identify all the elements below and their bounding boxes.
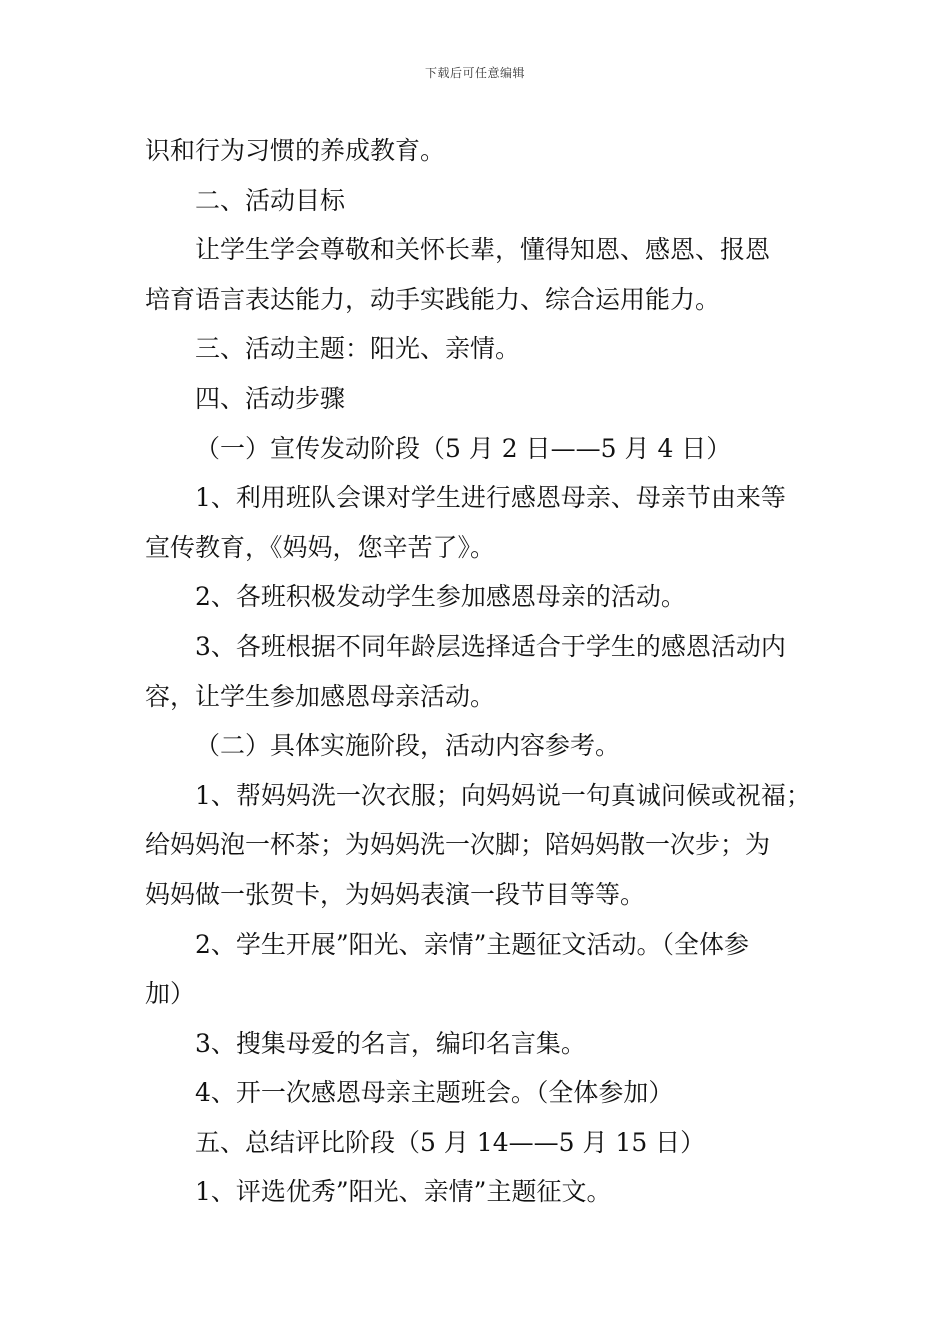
text-line: 2、各班积极发动学生参加感恩母亲的活动。: [195, 582, 686, 612]
text-line: （一）宣传发动阶段（5 月 2 日——5 月 4 日）: [195, 433, 732, 463]
text-line: 识和行为习惯的养成教育。: [145, 136, 446, 165]
text-line: （二）具体实施阶段，活动内容参考。: [195, 731, 621, 761]
text-line: 宣传教育，《妈妈，您辛苦了》。: [145, 532, 496, 562]
text-line: 五、总结评比阶段（5 月 14——5 月 15 日）: [195, 1127, 706, 1157]
text-line: 三、活动主题：阳光、亲情。: [195, 334, 521, 364]
text-line: 1、评选优秀”阳光、亲情”主题征文。: [195, 1177, 612, 1207]
text-line: 加）: [145, 979, 196, 1009]
text-line: 3、搜集母爱的名言，编印名言集。: [195, 1028, 586, 1058]
page-header: 下载后可任意编辑: [424, 66, 525, 80]
text-line: 让学生学会尊敬和关怀长辈，懂得知恩、感恩、报恩: [195, 235, 771, 265]
text-line: 2、学生开展”阳光、亲情”主题征文活动。（全体参: [195, 929, 749, 959]
text-line: 3、各班根据不同年龄层选择适合于学生的感恩活动内: [195, 631, 786, 661]
text-line: 二、活动目标: [195, 185, 346, 215]
text-line: 妈妈做一张贺卡，为妈妈表演一段节目等等。: [145, 879, 646, 909]
text-line: 1、利用班队会课对学生进行感恩母亲、母亲节由来等: [195, 483, 786, 513]
text-line: 4、开一次感恩母亲主题班会。（全体参加）: [195, 1078, 674, 1108]
text-line: 容，让学生参加感恩母亲活动。: [145, 681, 496, 711]
text-line: 1、帮妈妈洗一次衣服；向妈妈说一句真诚问候或祝福；: [195, 780, 811, 810]
document-body: [145, 126, 845, 1217]
text-line: 给妈妈泡一杯茶；为妈妈洗一次脚；陪妈妈散一次步；为: [145, 830, 771, 860]
text-line: 培育语言表达能力，动手实践能力、综合运用能力。: [145, 284, 721, 314]
text-line: 四、活动步骤: [195, 383, 346, 413]
